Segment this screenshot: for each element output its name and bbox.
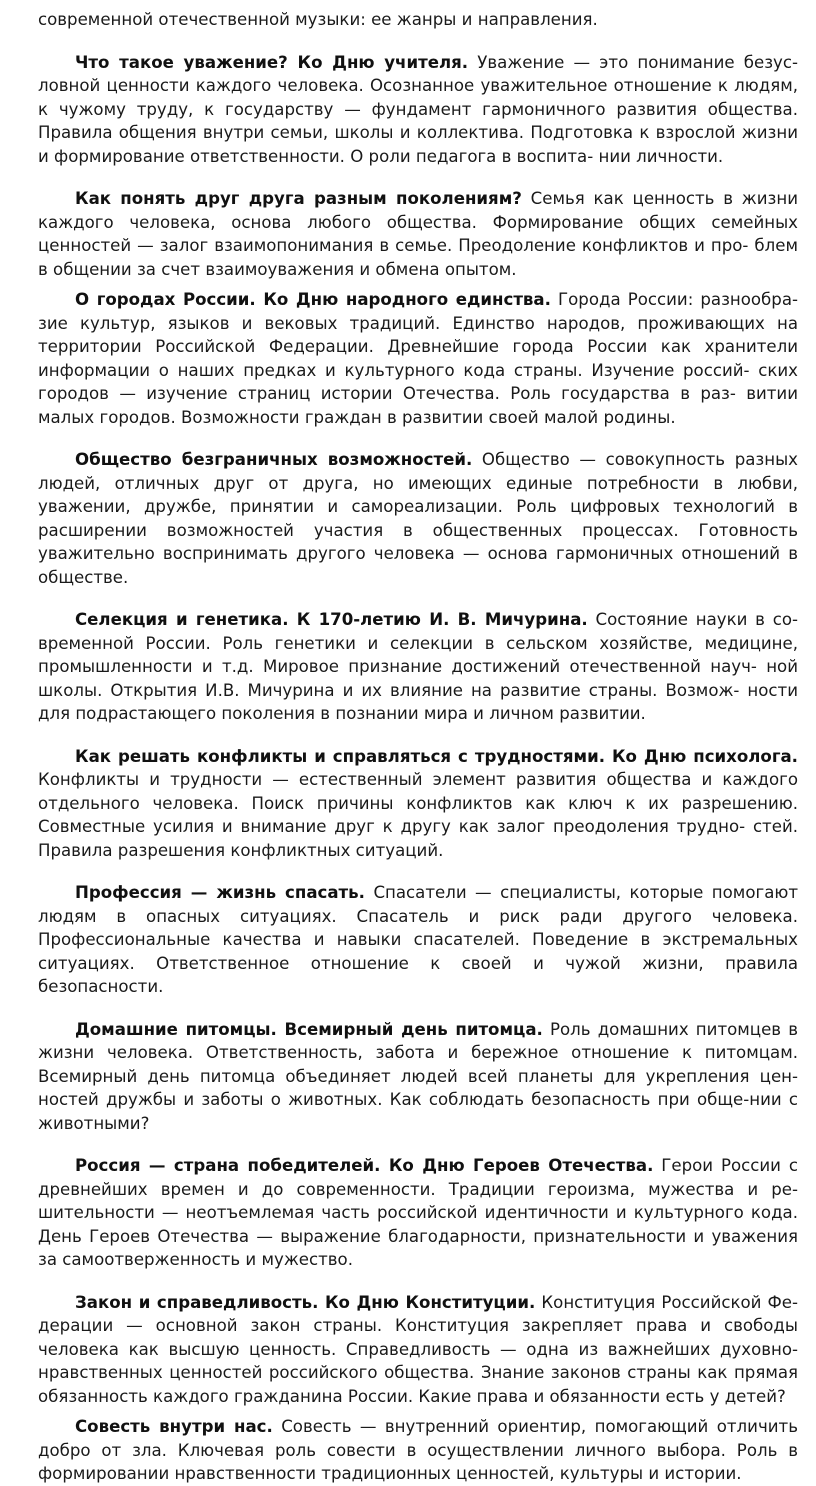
section-conflicts <box>38 745 798 863</box>
section-cities <box>38 288 798 429</box>
section-genetics <box>38 608 798 726</box>
section-body: Уважение — это понимание безус- ловной ценности каждого человека. Осознанное уважительное отношение к людям, к чужому труду, к государству — фундамент гармоничного развития общества. Правила общения внутри семьи, школы и коллектива. Подготовка к взрослой жизни и формирование ответственности. О роли педагога в воспита- нии личности. <box>38 52 798 166</box>
section-conscience <box>38 1415 798 1486</box>
section-title: Общество безграничных возможностей. <box>75 450 473 469</box>
section-body: Роль домашних питомцев в жизни человека. Ответственность, забота и бережное отношение к питомцам. Всемирный день питомца объединяет людей всей планеты для укрепления цен-ностей дружбы и заботы о животных. Как соблюдать безопасность при обще-нии с животными? <box>38 1019 798 1133</box>
section-body: Состояние науки в со- временной России. Роль генетики и селекции в сельском хозяйстве, медицине, промышленности и т.д. Мировое признание достижений отечественной науч- ной школы. Открытия И.В. Мичурина и их влияние на развитие страны. Возмож- ности для подрастающего поколения в познании мира и личном развитии. <box>38 610 798 723</box>
section-body: Спасатели — специалисты, которые помогают людям в опасных ситуациях. Спасатель и риск ради другого человека. Профессиональные качества и навыки спасателей. Поведение в экстремальных ситуациях. Ответственное отношение к своей и чужой жизни, правила безопасности. <box>38 883 799 996</box>
section-constitution <box>38 1291 798 1409</box>
section-body: Города России: разнообра- зие культур, языков и вековых традиций. Единство народов, проживающих на территории Российской Федерации. Древнейшие города России как хранители информации о наших предках и культурного кода страны. Изучение россий- ских городов — изучение страниц истории Отечества. Роль государства в раз- витии малых городов. Возможности граждан в развитии своей малой родины. <box>38 290 798 427</box>
section-title: О городах России. Ко Дню народного единства. <box>75 290 551 309</box>
section-title: Как понять друг друга разным поколениям? <box>75 189 522 208</box>
section-body: Герои России с древнейших времен и до современности. Традиции героизма, мужества и ре- шительности — неотъемлемая часть российской идентичности и культурного кода. День Героев Отечества — выражение благодарности, признательности и уважения за самоотверженность и мужество. <box>38 1156 798 1269</box>
section-generations <box>38 187 798 281</box>
section-title: Закон и справедливость. Ко Дню Конституции. <box>75 1292 536 1312</box>
section-body: Конституция Российской Фе- дерации — основной закон страны. Конституция закрепляет права и свободы человека как высшую ценность. Справедливость — одна из важнейших духовно-нравственных ценностей российского общества. Знание законов страны как прямая обязанность каждого гражданина России. Какие права и обязанности есть у детей? <box>38 1292 799 1406</box>
document-page <box>38 0 798 1486</box>
section-title: Селекция и генетика. К 170-летию И. В. Мичурина. <box>75 610 588 629</box>
section-title: Россия — страна победителей. Ко Дню Героев Отечества. <box>75 1156 654 1175</box>
section-society <box>38 448 798 589</box>
section-body: Совесть — внутренний ориентир, помогающий отличить добро от зла. Ключевая роль совести в осуществлении личного выбора. Роль в формировании нравственности традиционных ценностей, культуры и истории. <box>38 1417 798 1483</box>
section-title: Домашние питомцы. Всемирный день питомца. <box>75 1019 543 1039</box>
intro-line: современной отечественной музыки: ее жанры и направления. <box>38 10 598 29</box>
section-title: Профессия — жизнь спасать. <box>75 883 365 902</box>
section-pets <box>38 1018 798 1136</box>
section-rescuers <box>38 881 798 999</box>
section-body: Конфликты и трудности — естественный элемент развития общества и каждого отдельного человека. Поиск причины конфликтов как ключ к их разрешению. Совместные усилия и внимание друг к другу как залог преодоления трудно- стей. Правила разрешения конфликтных ситуаций. <box>38 770 798 860</box>
section-body: Общество — совокупность разных людей, отличных друг от друга, но имеющих единые потребности в любви, уважении, дружбе, принятии и самореализации. Роль цифровых технологий в расширении возможностей участия в общественных процессах. Готовность уважительно воспринимать другого человека — основа гармоничных отношений в обществе. <box>38 450 798 587</box>
section-respect <box>38 51 798 169</box>
section-body: Семья как ценность в жизни каждого человека, основа любого общества. Формирование общих семейных ценностей — залог взаимопонимания в семье. Преодоление конфликтов и про- блем в общении за счет взаимоуважения и обмена опытом. <box>38 189 798 279</box>
section-title: Как решать конфликты и справляться с трудностями. Ко Дню психолога. <box>75 746 798 766</box>
section-heroes <box>38 1154 798 1272</box>
section-title: Что такое уважение? Ко Дню учителя. <box>75 52 469 72</box>
section-title: Совесть внутри нас. <box>75 1417 273 1436</box>
